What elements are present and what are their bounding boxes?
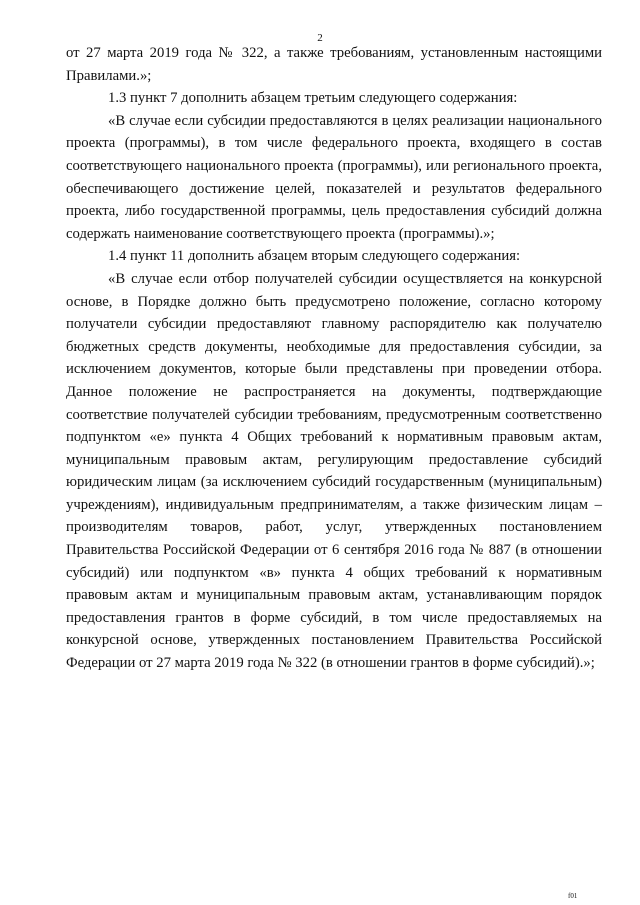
paragraph-quote-1-3: «В случае если субсидии предоставляются в целях реализации национального проекта (программы), в том числе федерального проекта, входящего в состав соответствующего национального проекта (программы), или регионального проекта, обеспечивающего достижение целей, показателей и результатов федерального проекта, либо государственной программы, цель предоставления субсидий должна содержать наименование соответствующего проекта (программы).»; [66,112,602,242]
paragraph-continuation: от 27 марта 2019 года № 322, а также требованиям, установленным настоящими Правилами.»; [66,45,602,84]
paragraph-item-1-3: 1.3 пункт 7 дополнить абзацем третьим следующего содержания: [108,90,518,107]
footer-mark: f01 [568,892,578,900]
page-number: 2 [317,32,323,44]
document-body [66,42,602,675]
paragraph-quote-1-4: «В случае если отбор получателей субсидии осуществляется на конкурсной основе, в Порядке должно быть предусмотрено положение, согласно которому получатели субсидии предоставляют главному распорядителю как получателю бюджетных средств документы, необходимые для предоставления субсидии, за исключением документов, которые были представлены при проведении отбора. Данное положение не распространяется на документы, подтверждающие соответствие получателей субсидии требованиям, предусмотренным соответственно подпунктом «е» пункта 4 Общих требований к нормативным правовым актам, муниципальным правовым актам, регулирующим предоставление субсидий юридическим лицам (за исключением субсидий государственным (муниципальным) учреждениям), индивидуальным предпринимателям, а также физическим лицам – производителям товаров, работ, услуг, утвержденных постановлением Правительства Российской Федерации от 6 сентября 2016 года № 887 (в отношении субсидий) или подпунктом «в» пункта 4 общих требований к нормативным правовым актам и муниципальным правовым актам, устанавливающим порядок предоставления грантов в форме субсидий, в том числе предоставляемых на конкурсной основе, утвержденных постановлением Правительства Российской Федерации от 27 марта 2019 года № 322 (в отношении грантов в форме субсидий).»; [66,270,602,672]
paragraph-item-1-4: 1.4 пункт 11 дополнить абзацем вторым следующего содержания: [108,248,521,265]
